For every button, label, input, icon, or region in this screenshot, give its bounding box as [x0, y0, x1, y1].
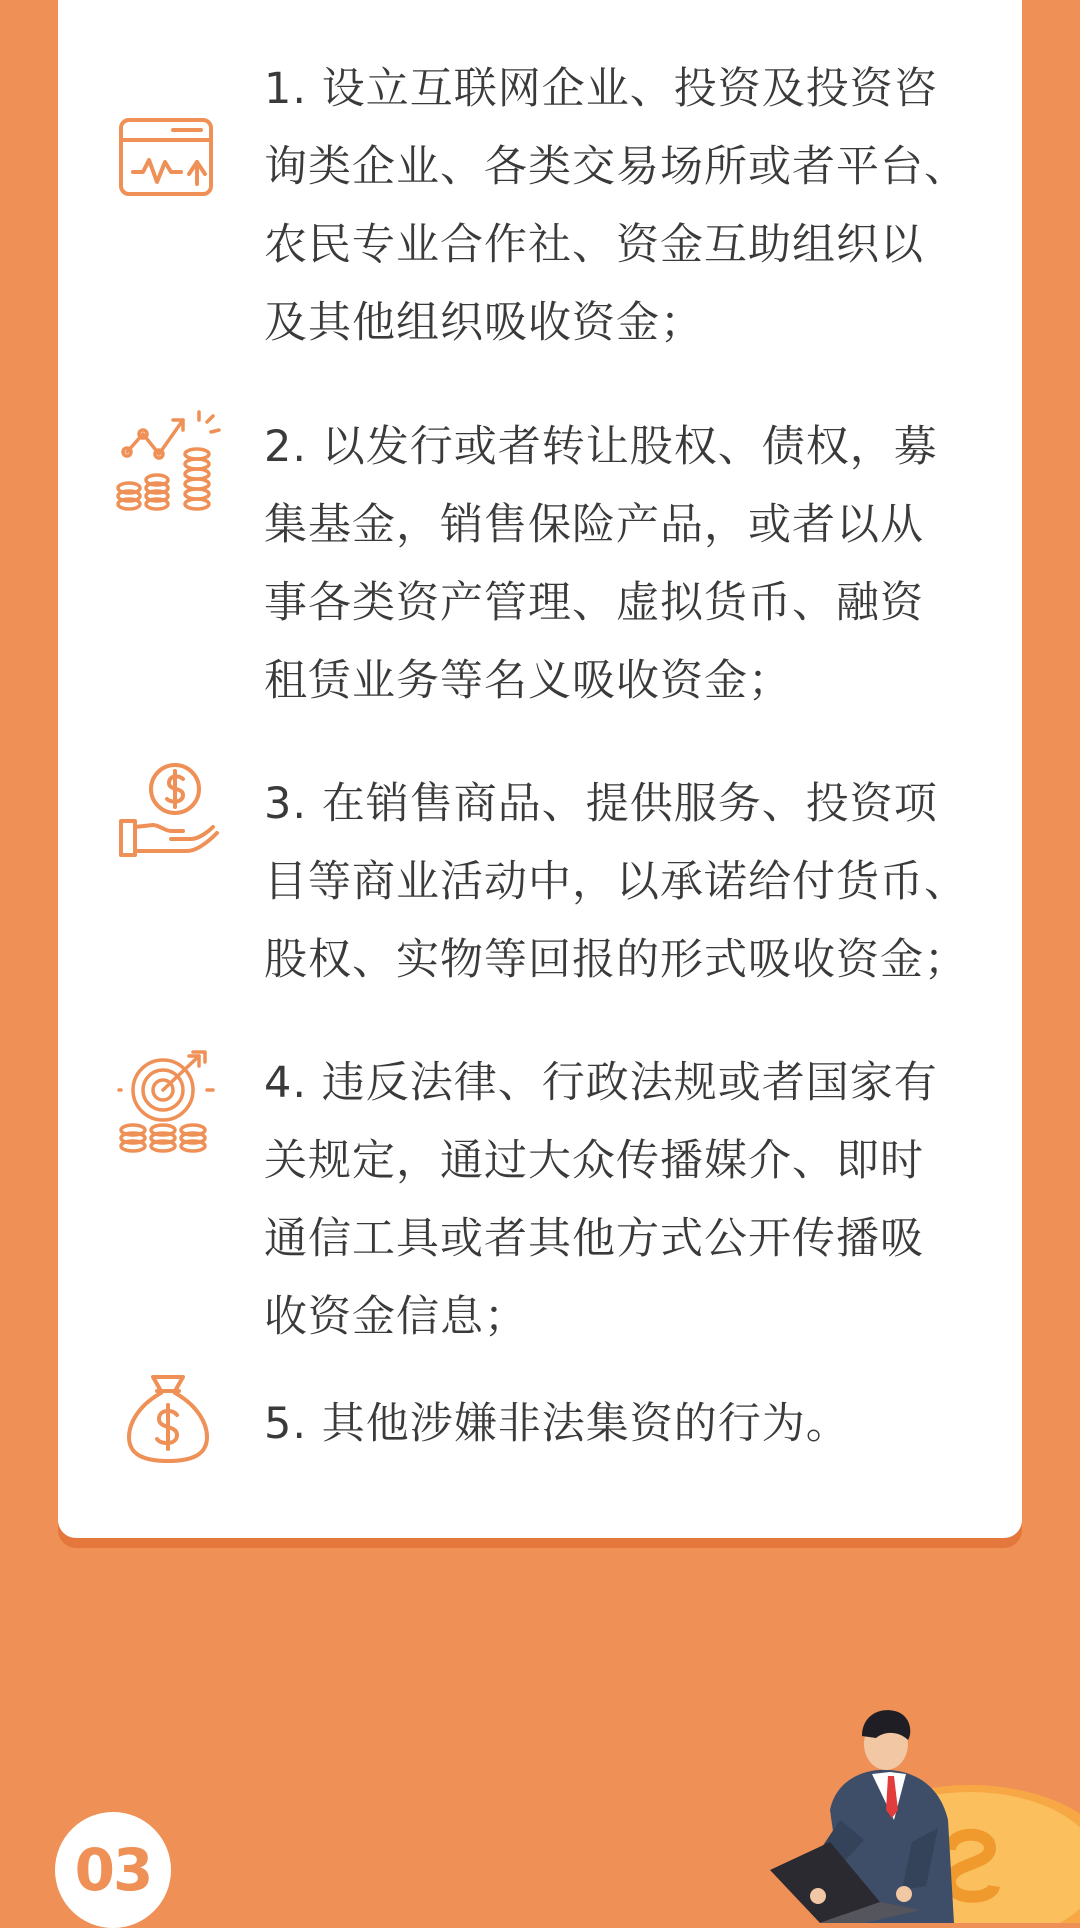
- businessman-laptop-illustration: [650, 1690, 1080, 1923]
- list-item-text: 1. 设立互联网企业、投资及投资咨 询类企业、各类交易场所或者平台、 农民专业合作社、资金互助组织以 及其他组织吸收资金；: [264, 64, 968, 348]
- browser-chart-icon: [113, 100, 223, 210]
- list-item-text: 4. 违反法律、行政法规或者国家有 关规定，通过大众传播媒介、即时 通信工具或者其他方式公开传播吸 收资金信息；: [264, 1058, 938, 1342]
- target-coins-icon: [113, 1050, 223, 1160]
- list-item-text: 2. 以发行或者转让股权、债权，募 集基金，销售保险产品，或者以从 事各类资产管理、虚拟货币、融资 租赁业务等名义吸收资金；: [264, 422, 938, 706]
- hand-coin-icon: [113, 755, 223, 865]
- list-item-text: 5. 其他涉嫌非法集资的行为。: [264, 1399, 850, 1449]
- money-bag-icon: [113, 1359, 223, 1469]
- growth-coins-icon: [113, 408, 223, 518]
- list-item-text: 3. 在销售商品、提供服务、投资项 目等商业活动中，以承诺给付货币、 股权、实物等回报的形式吸收资金；: [264, 779, 968, 985]
- section-number-badge: 03: [55, 1812, 171, 1928]
- content-card: [58, 0, 1022, 1538]
